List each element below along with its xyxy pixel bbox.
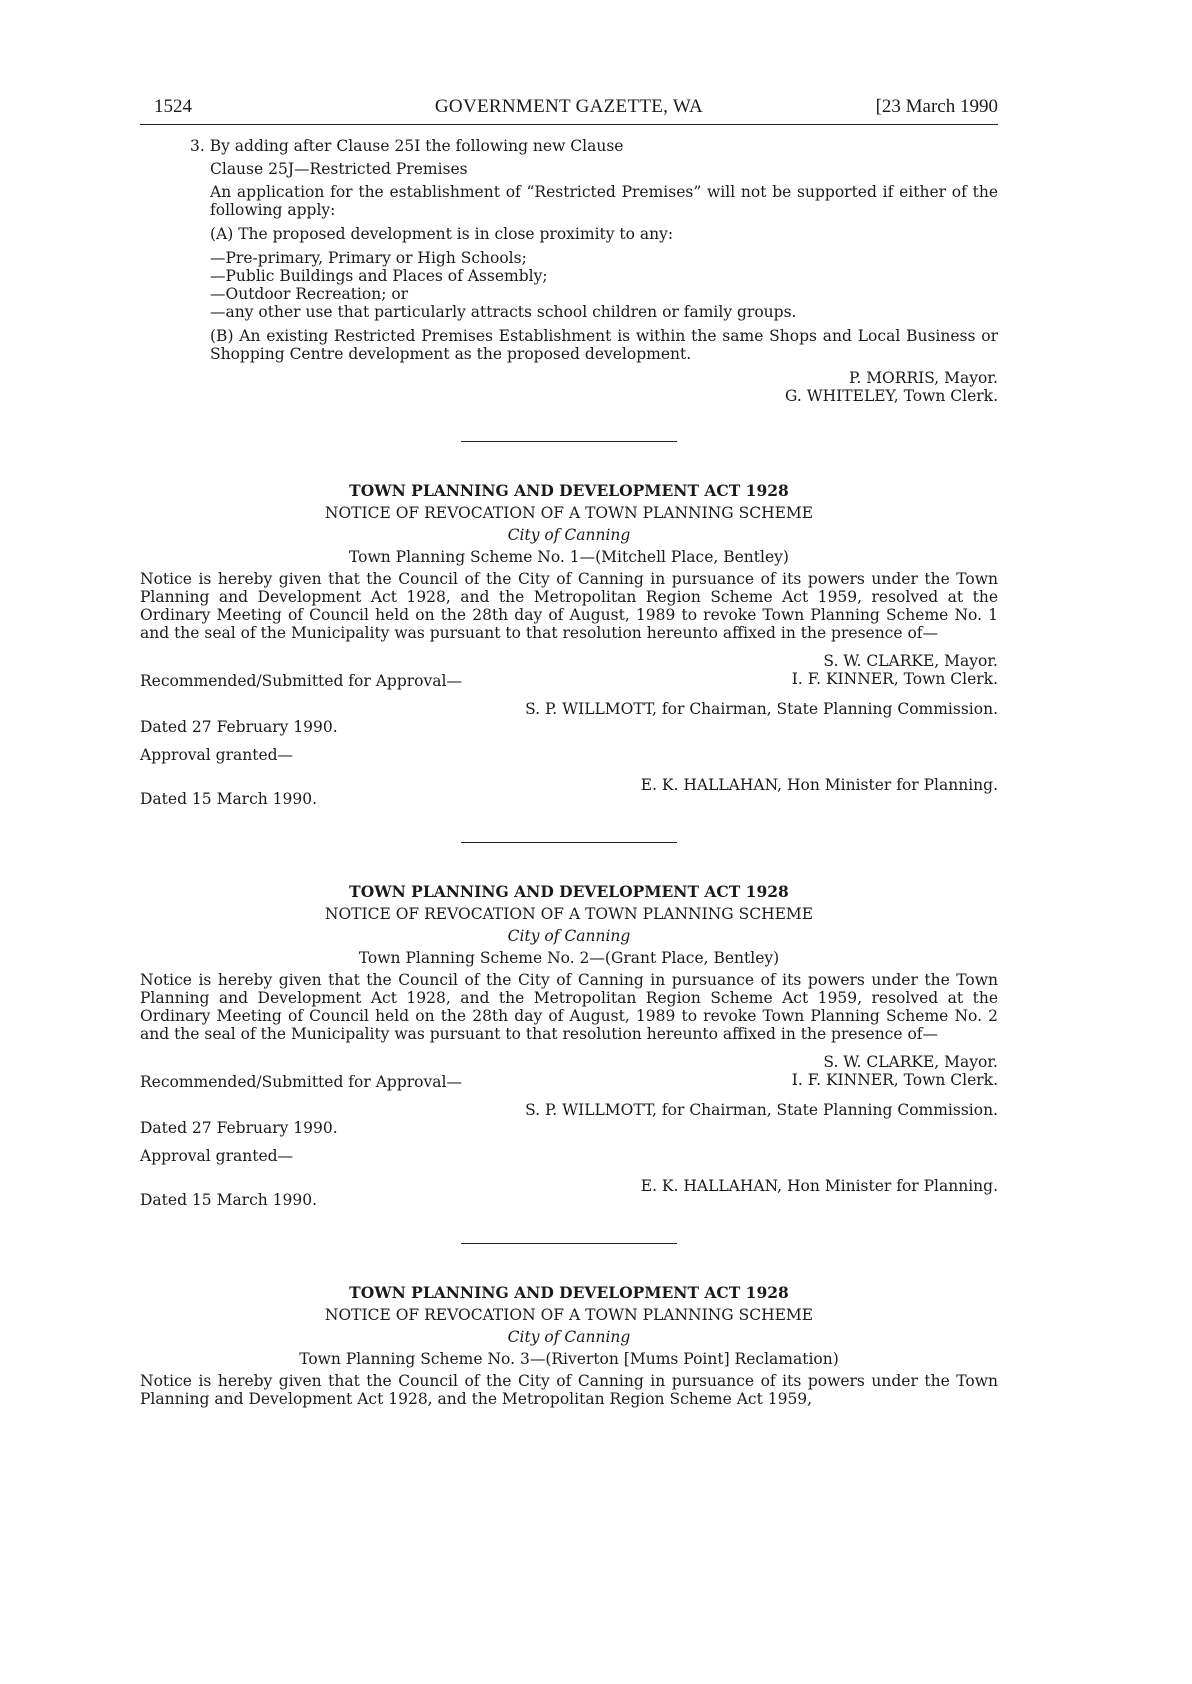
divider-rule: [461, 441, 677, 442]
city-name: City of Canning: [507, 927, 631, 945]
approval-label: Approval granted—: [140, 746, 294, 764]
notice-body: Notice is hereby given that the Council of the City of Canning in pursuance of its powers under the Town Planning and Development Act 1928, and the Metropolitan Region Scheme Act 1959, resolved at the Ordinary Meeting of Council held on the 28th day of August, 1989 to revoke Town Planning Scheme No. 1 and the seal of the Municipality was pursuant to that resolution hereunto affixed in the presence of—: [140, 570, 998, 642]
dated-2: Dated 15 March 1990.: [140, 790, 318, 808]
recommended-label: Recommended/Submitted for Approval—: [140, 1073, 462, 1091]
clause-b: (B) An existing Restricted Premises Establishment is within the same Shops and Local Business or Shopping Centre development as the proposed development.: [210, 327, 998, 363]
act-heading: TOWN PLANNING AND DEVELOPMENT ACT 1928: [349, 882, 789, 901]
list-item: —Pre-primary, Primary or High Schools;: [210, 249, 527, 267]
recommend-row: [140, 1071, 998, 1093]
divider-rule: [461, 842, 677, 843]
signature-chairman: S. P. WILLMOTT, for Chairman, State Planning Commission.: [525, 700, 998, 718]
signature-chairman: S. P. WILLMOTT, for Chairman, State Planning Commission.: [525, 1101, 998, 1119]
signature-minister: E. K. HALLAHAN, Hon Minister for Planning.: [640, 1177, 998, 1195]
minister-row: [140, 776, 998, 814]
notice-title: NOTICE OF REVOCATION OF A TOWN PLANNING SCHEME: [324, 504, 814, 522]
notice-2: [140, 883, 998, 1215]
signature-clerk: G. WHITELEY, Town Clerk.: [785, 387, 998, 405]
divider-rule: [461, 1243, 677, 1244]
scheme-name: Town Planning Scheme No. 2—(Grant Place, Bentley): [358, 949, 780, 967]
recommended-label: Recommended/Submitted for Approval—: [140, 672, 462, 690]
scheme-name: Town Planning Scheme No. 3—(Riverton [Mums Point] Reclamation): [299, 1350, 839, 1368]
clause-intro: An application for the establishment of “Restricted Premises” will not be supported if either of the following apply:: [210, 183, 998, 219]
chairman-row: [140, 700, 998, 742]
approval-label: Approval granted—: [140, 1147, 294, 1165]
act-heading: TOWN PLANNING AND DEVELOPMENT ACT 1928: [349, 1283, 789, 1302]
signature-mayor: S. W. CLARKE, Mayor.: [823, 652, 998, 670]
act-heading: TOWN PLANNING AND DEVELOPMENT ACT 1928: [349, 481, 789, 500]
clause-item: 3. By adding after Clause 25I the following new Clause: [190, 137, 624, 155]
signature-mayor: S. W. CLARKE, Mayor.: [823, 1053, 998, 1071]
dated-1: Dated 27 February 1990.: [140, 718, 338, 736]
gazette-page: [140, 90, 998, 1408]
clause-a: (A) The proposed development is in close proximity to any:: [210, 225, 674, 243]
city-name: City of Canning: [507, 1328, 631, 1346]
list-item: —Outdoor Recreation; or: [210, 285, 409, 303]
notice-3: [140, 1284, 998, 1408]
signature-clerk: I. F. KINNER, Town Clerk.: [791, 1071, 998, 1089]
city-name: City of Canning: [507, 526, 631, 544]
minister-row: [140, 1177, 998, 1215]
signature-minister: E. K. HALLAHAN, Hon Minister for Planning.: [640, 776, 998, 794]
scheme-name: Town Planning Scheme No. 1—(Mitchell Place, Bentley): [349, 548, 789, 566]
dated-2: Dated 15 March 1990.: [140, 1191, 318, 1209]
page-header: [140, 90, 998, 125]
signature-clerk: I. F. KINNER, Town Clerk.: [791, 670, 998, 688]
clause-heading: Clause 25J—Restricted Premises: [210, 160, 468, 178]
clause-section: [140, 137, 998, 405]
notice-body: Notice is hereby given that the Council of the City of Canning in pursuance of its powers under the Town Planning and Development Act 1928, and the Metropolitan Region Scheme Act 1959, resolved at the Ordinary Meeting of Council held on the 28th day of August, 1989 to revoke Town Planning Scheme No. 2 and the seal of the Municipality was pursuant to that resolution hereunto affixed in the presence of—: [140, 971, 998, 1043]
clause-list: [140, 249, 998, 321]
notice-title: NOTICE OF REVOCATION OF A TOWN PLANNING SCHEME: [324, 1306, 814, 1324]
notice-title: NOTICE OF REVOCATION OF A TOWN PLANNING SCHEME: [324, 905, 814, 923]
issue-date: [23 March 1990: [875, 96, 998, 117]
notice-1: [140, 482, 998, 814]
list-item: —any other use that particularly attracts school children or family groups.: [210, 303, 797, 321]
chairman-row: [140, 1101, 998, 1143]
signature-mayor: P. MORRIS, Mayor.: [849, 369, 998, 387]
page-number: 1524: [154, 96, 192, 117]
dated-1: Dated 27 February 1990.: [140, 1119, 338, 1137]
gazette-title: GOVERNMENT GAZETTE, WA: [434, 96, 704, 117]
list-item: —Public Buildings and Places of Assembly;: [210, 267, 548, 285]
recommend-row: [140, 670, 998, 692]
notice-body: Notice is hereby given that the Council of the City of Canning in pursuance of its powers under the Town Planning and Development Act 1928, and the Metropolitan Region Scheme Act 1959,: [140, 1372, 998, 1408]
